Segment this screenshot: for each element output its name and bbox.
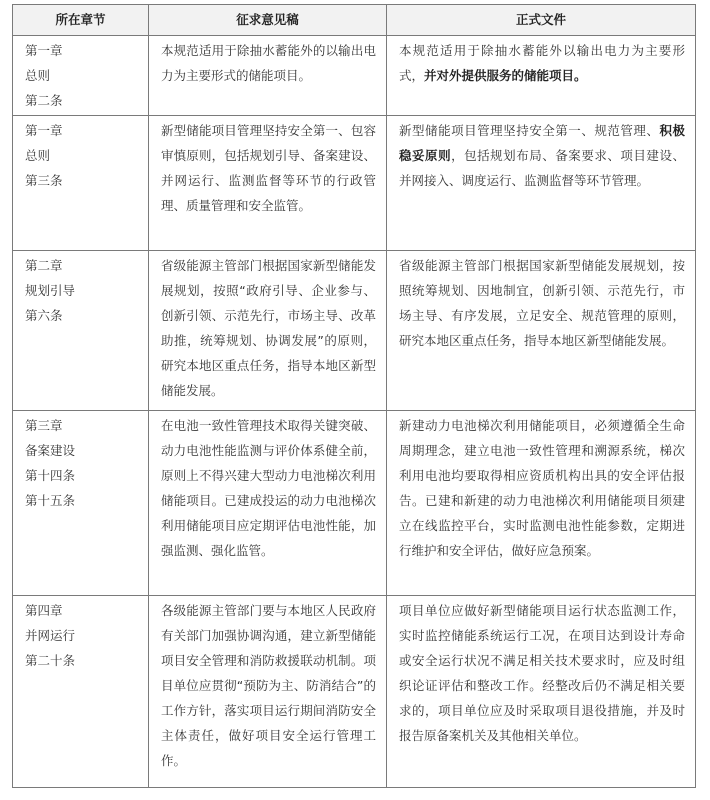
chapter-line: 第四章 xyxy=(25,603,63,618)
table-row xyxy=(13,596,696,788)
chapter-line: 第二章 xyxy=(25,258,63,273)
chapter-line: 第三条 xyxy=(25,173,63,188)
final-text: 本规范适用于除抽水蓄能外以输出电力为主要形式， xyxy=(399,43,685,83)
final-cell xyxy=(387,411,696,596)
draft-cell: 新型储能项目管理坚持安全第一、包容审慎原则，包括规划引导、备案建设、并网运行、监测监督等环节的行政管理、质量管理和安全监管。 xyxy=(149,116,387,251)
chapter-cell xyxy=(13,116,149,251)
final-cell xyxy=(387,251,696,411)
final-text: 新建动力电池梯次利用储能项目，必须遵循全生命周期理念，建立电池一致性管理和溯源系统，梯次利用电池均要取得相应资质机构出具的安全评估报告。已建和新建的动力电池梯次利用储能项目须建立在线监控平台，实时监测电池性能参数，定期进行维护和安全评估，做好应急预案。 xyxy=(399,418,685,558)
final-emphasis: 积极稳妥原则 xyxy=(399,123,685,163)
chapter-line: 规划引导 xyxy=(25,283,76,298)
chapter-line: 备案建设 xyxy=(25,443,76,458)
chapter-line: 第二十条 xyxy=(25,653,76,668)
final-cell xyxy=(387,116,696,251)
final-text: 项目单位应做好新型储能项目运行状态监测工作，实时监控储能系统运行工况，在项目达到设计寿命或安全运行状况不满足相关技术要求时，应及时组织论证评估和整改工作。经整改后仍不满足相关要求的，项目单位应及时采取项目退役措施，并及时报告原备案机关及其他相关单位。 xyxy=(399,603,685,743)
comparison-table xyxy=(12,4,696,788)
chapter-cell xyxy=(13,596,149,788)
header-draft: 征求意见稿 xyxy=(149,5,387,36)
table-row xyxy=(13,116,696,251)
chapter-line: 第三章 xyxy=(25,418,63,433)
draft-cell: 本规范适用于除抽水蓄能外的以输出电力为主要形式的储能项目。 xyxy=(149,36,387,116)
header-chapter: 所在章节 xyxy=(13,5,149,36)
header-row xyxy=(13,5,696,36)
draft-cell: 省级能源主管部门根据国家新型储能发展规划，按照“政府引导、企业参与、创新引领、示范先行，市场主导、改革助推，统筹规划、协调发展”的原则，研究本地区重点任务，指导本地区新型储能发展。 xyxy=(149,251,387,411)
table-row xyxy=(13,411,696,596)
chapter-line: 并网运行 xyxy=(25,628,76,643)
chapter-line: 第十四条 xyxy=(25,468,76,483)
final-text: 新型储能项目管理坚持安全第一、规范管理、 xyxy=(399,123,660,138)
final-cell xyxy=(387,36,696,116)
chapter-line: 第十五条 xyxy=(25,493,76,508)
table-row xyxy=(13,36,696,116)
table-row xyxy=(13,251,696,411)
final-text: 省级能源主管部门根据国家新型储能发展规划，按照统筹规划、因地制宜，创新引领、示范先行，市场主导、有序发展，立足安全、规范管理的原则，研究本地区重点任务，指导本地区新型储能发展。 xyxy=(399,258,685,348)
final-cell xyxy=(387,596,696,788)
chapter-cell xyxy=(13,251,149,411)
chapter-line: 第六条 xyxy=(25,308,63,323)
chapter-line: 第一章 xyxy=(25,43,63,58)
chapter-line: 总则 xyxy=(25,68,51,83)
chapter-line: 第一章 xyxy=(25,123,63,138)
draft-cell: 在电池一致性管理技术取得关键突破、动力电池性能监测与评价体系健全前，原则上不得兴建大型动力电池梯次利用储能项目。已建成投运的动力电池梯次利用储能项目应定期评估电池性能，加强监测、强化监管。 xyxy=(149,411,387,596)
draft-cell: 各级能源主管部门要与本地区人民政府有关部门加强协调沟通，建立新型储能项目安全管理和消防救援联动机制。项目单位应贯彻“预防为主、防消结合”的工作方针，落实项目运行期间消防安全主体责任，做好项目安全运行管理工作。 xyxy=(149,596,387,788)
chapter-cell xyxy=(13,411,149,596)
header-final: 正式文件 xyxy=(387,5,696,36)
chapter-cell xyxy=(13,36,149,116)
final-text-tail: ，包括规划布局、备案要求、项目建设、并网接入、调度运行、监测监督等环节管理。 xyxy=(399,148,685,188)
final-emphasis: 并对外提供服务的储能项目。 xyxy=(424,68,587,83)
chapter-line: 总则 xyxy=(25,148,51,163)
chapter-line: 第二条 xyxy=(25,93,63,108)
